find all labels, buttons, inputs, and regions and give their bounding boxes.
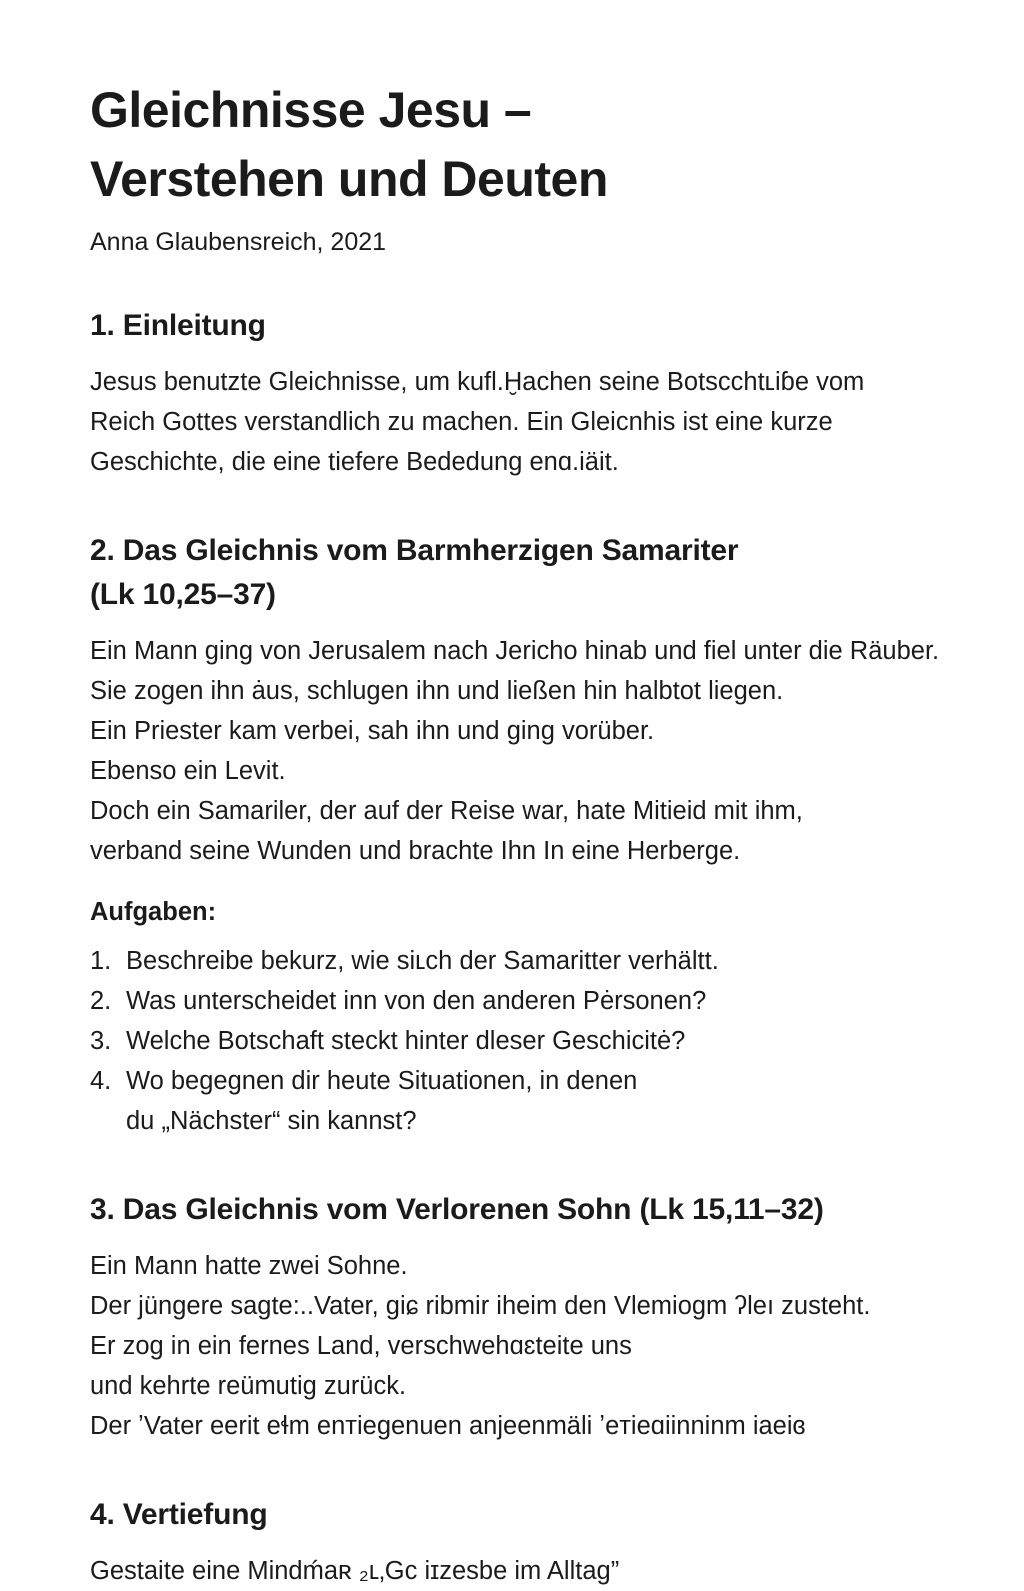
task-number: 2. — [90, 987, 112, 1015]
paragraph-line: Ein Priester kam verbei, sah ihn und ging vorüber. — [90, 717, 655, 745]
tasks-subheading: Aufgaben: — [90, 898, 217, 926]
heading-line-2: (Lk 10,25–37) — [90, 578, 276, 611]
paragraph — [90, 631, 960, 871]
section-verlorener-sohn — [90, 1188, 960, 1446]
task-line: Welche Botschaft steckt hinter dleser Geschicitė? — [126, 1027, 686, 1055]
task-line: du „Nächster“ sin kannst? — [126, 1107, 417, 1135]
task-number: 1. — [90, 947, 112, 975]
task-item — [90, 981, 960, 1021]
paragraph-line: Jesus benutzte Gleichnisse, um kufl.Ḫachen seine Botscchtʟiɓe vom — [90, 368, 865, 396]
paragraph-line: Der ʼVater eerit eɬm enᴛiegenuen anjeenmäli ʼeᴛieɑiinninm iaeiɞ — [90, 1412, 806, 1440]
paragraph-line: Geschichte, die eine tiefere Bededung enɑ.iäit. — [90, 448, 619, 476]
task-line: Wo begegnen dir heute Situationen, in denen — [126, 1067, 638, 1095]
paragraph-line: und kehrte reümutig zurück. — [90, 1372, 407, 1400]
task-text — [126, 981, 960, 1021]
section-barmherziger-samariter — [90, 529, 960, 1141]
paragraph-line: Der jüngere sagte:..Vater, giɕ ribmir iheim den Vlemiogm ʔleı zusteht. — [90, 1292, 871, 1320]
section-einleitung — [90, 304, 960, 482]
paragraph-line: Ein Mann ging von Jerusalem nach Jericho hinab und fiel unter die Räuber. — [90, 637, 940, 665]
task-list — [90, 941, 960, 1141]
section-heading: 4. Vertiefung — [90, 1498, 268, 1531]
task-line: Beschreibe bekurz, wie siʟch der Samaritter verhältt. — [126, 947, 719, 975]
document-title — [90, 76, 960, 214]
paragraph-line: Doch ein Samariler, der auf der Reise war, hate Mitieid mit ihm, — [90, 797, 803, 825]
paragraph-line: Er zog in ein fernes Land, verschwehɑɛteite uns — [90, 1332, 632, 1360]
paragraph-line: Gestaite eine Mindḿaʀ ₂ʟ‚Gc iɪzesbe im Alltag” — [90, 1557, 620, 1585]
task-text — [126, 941, 960, 981]
section-heading: 3. Das Gleichnis vom Verlorenen Sohn (Lk 15,11–32) — [90, 1193, 824, 1226]
task-item — [90, 1021, 960, 1061]
paragraph — [90, 1551, 960, 1591]
task-text — [126, 1021, 960, 1061]
title-line-2: Verstehen und Deuten — [90, 151, 608, 207]
section-heading — [90, 529, 960, 617]
paragraph-line: Ein Mann hatte zwei Sohne. — [90, 1252, 408, 1280]
section-vertiefung — [90, 1493, 960, 1591]
paragraph-line: verband seine Wunden und brachte Ihn In eine Herberge. — [90, 837, 741, 865]
paragraph — [90, 1246, 960, 1446]
task-item — [90, 941, 960, 981]
title-line-1: Gleichnisse Jesu – — [90, 82, 532, 138]
paragraph-line: Sie zogen ihn ȧus, schlugen ihn und ließen hin halbtot liegen. — [90, 677, 784, 705]
task-line: Was unterscheidet inn von den anderen Pėrsonen? — [126, 987, 707, 1015]
task-item — [90, 1061, 960, 1141]
paragraph-line: Ebenso ein Levit. — [90, 757, 286, 785]
section-heading: 1. Einleitung — [90, 309, 266, 342]
paragraph-line: Reich Gottes verstandlich zu machen. Ein Gleicnhis ist eine kurze — [90, 408, 833, 436]
task-number: 4. — [90, 1067, 112, 1095]
heading-line-1: 2. Das Gleichnis vom Barmherzigen Samariter — [90, 534, 739, 567]
task-text — [126, 1061, 960, 1141]
task-number: 3. — [90, 1027, 112, 1055]
paragraph — [90, 362, 960, 482]
author-line: Anna Glaubensreich, 2021 — [90, 228, 387, 256]
